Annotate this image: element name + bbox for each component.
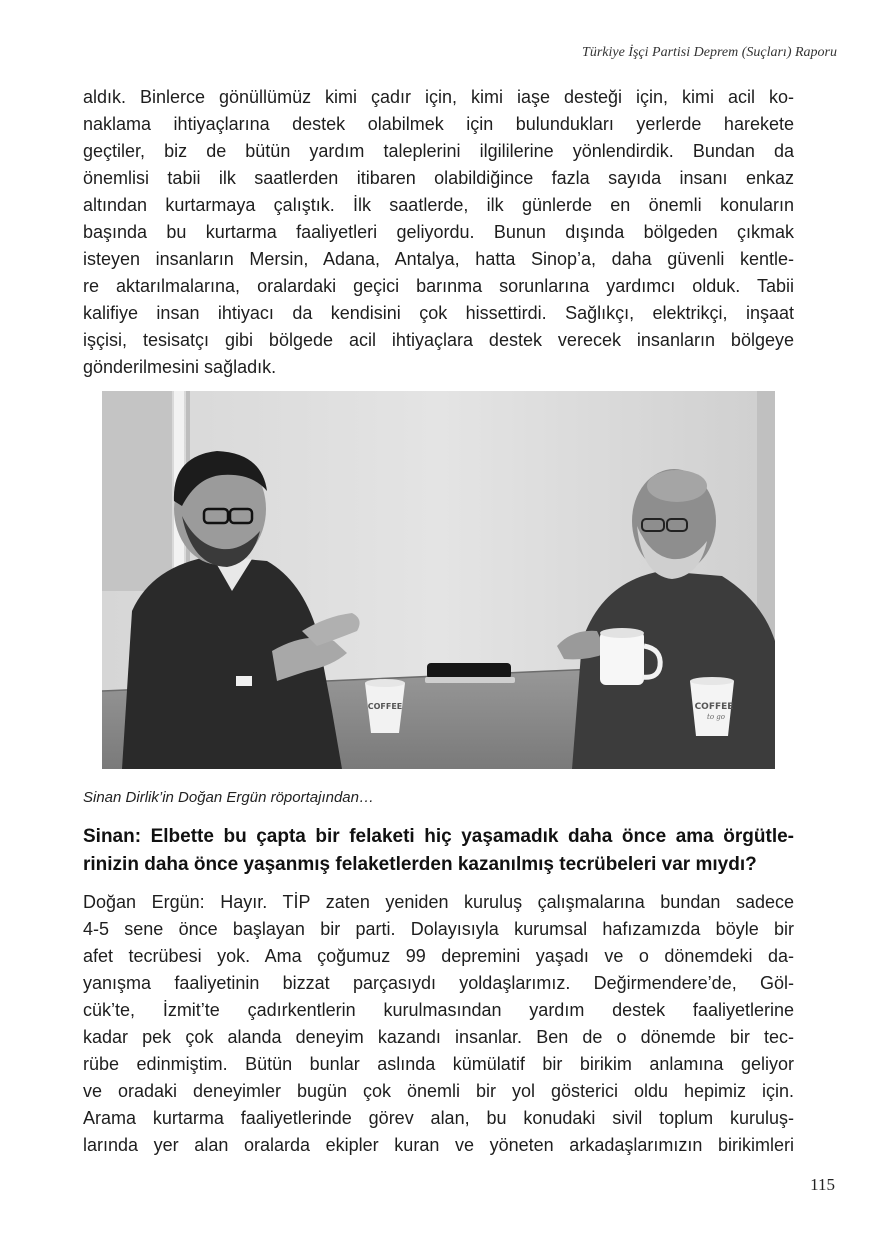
paragraph-line: rübe edinmiştim. Bütün bunlar aslında kümülatif bir birikim anlamına geliyor [83,1054,794,1074]
paragraph-line: yanışma faaliyetinin bizzat parçasıydı yoldaşlarımız. Değirmendere’de, Göl- [83,973,794,993]
paragraph-line: geçtiler, biz de bütün yardım taleplerini ilgililerine yönlendirdik. Bundan da [83,141,794,161]
interview-photo [102,391,775,769]
paragraph-line: aldık. Binlerce gönüllümüz kimi çadır için, kimi iaşe desteği için, kimi acil ko- [83,87,794,107]
paragraph-2 [83,889,794,1159]
paragraph-line: ve oradaki deneyimler bugün çok önemli bir yol gösterici oldu hepimiz için. [83,1081,794,1101]
paragraph-line: larında yer alan oralarda ekipler kuran ve yöneten arkadaşlarımızın birikimleri [83,1135,794,1155]
photo-caption: Sinan Dirlik’in Doğan Ergün röportajından… [83,789,374,806]
paragraph-line: naklama ihtiyaçlarına destek olabilmek için bulundukları yerlerde harekete [83,114,794,134]
paragraph-line: başında bu kurtarma faaliyetleri geliyordu. Bunun dışında bölgeden çıkmak [83,222,794,242]
cup-label-right: COFFEE [694,702,734,712]
paragraph-line: altından kurtarmaya çalıştık. İlk saatlerde, ilk günlerde en önemli konuların [83,195,794,215]
question-line: Sinan: Elbette bu çapta bir felaketi hiç yaşamadık daha önce ama örgütle- [83,826,794,847]
page-number: 115 [810,1175,835,1194]
paragraph-line: 4-5 sene önce başlayan bir parti. Dolayısıyla kurumsal hafızamızda böyle bir [83,919,794,939]
paragraph-line: afet tecrübesi yok. Ama çoğumuz 99 depremini yaşadı ve o dönemdeki da- [83,946,794,966]
paragraph-1 [83,84,794,381]
interview-question [83,823,794,879]
interview-photo-illustration [102,391,775,769]
paragraph-line: isteyen insanların Mersin, Adana, Antalya, hatta Sinop’a, daha güvenli kentle- [83,249,794,269]
paragraph-line: gönderilmesini sağladık. [83,357,277,377]
paragraph-line: işçisi, tesisatçı gibi bölgede acil ihtiyaçlara destek verecek insanların bölgeye [83,330,794,350]
paragraph-line: re aktarılmalarına, oralardaki geçici barınma sorunlarına yardımcı olduk. Tabii [83,276,794,296]
paragraph-line: kalifiye insan ihtiyacı da kendisini çok hissettirdi. Sağlıkçı, elektrikçi, inşaat [83,303,794,323]
paragraph-line: cük’te, İzmit’te çadırkentlerin kurulmasından yardım destek faaliyetlerine [83,1000,794,1020]
question-line: rinizin daha önce yaşanmış felaketlerden kazanılmış tecrübeleri var mıydı? [83,854,757,875]
paragraph-line: önemlisi tabii ilk saatlerden itibaren olabildiğince fazla sayıda insanı enkaz [83,168,794,188]
paragraph-line: Doğan Ergün: Hayır. TİP zaten yeniden kuruluş çalışmalarına bundan sadece [83,892,794,912]
paragraph-line: Arama kurtarma faaliyetlerinde görev alan, bu konudaki sivil toplum kuruluş- [83,1108,794,1128]
cup-label-left: COFFEE [367,702,403,711]
paragraph-line: kadar pek çok alanda deneyim kazandı insanlar. Ben de o dönemde bir tec- [83,1027,794,1047]
cup-script-right: to go [707,713,725,721]
running-header: Türkiye İşçi Partisi Deprem (Suçları) Raporu [582,45,837,60]
